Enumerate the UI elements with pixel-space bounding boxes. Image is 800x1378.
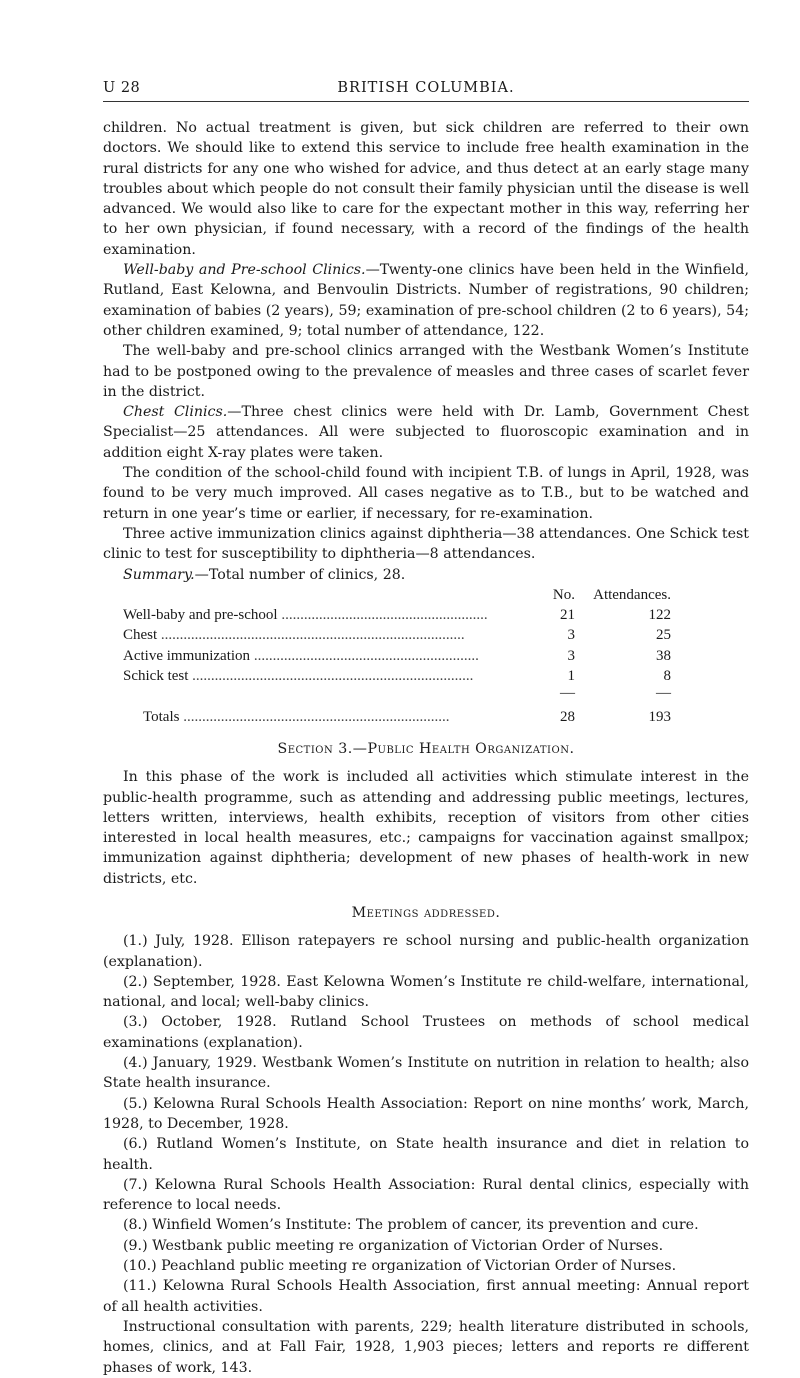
running-title: BRITISH COLUMBIA. — [337, 80, 515, 96]
totals-attendances: 193 — [648, 708, 671, 725]
list-item: (7.) Kelowna Rural Schools Health Association: Rural dental clinics, especially with reference to local needs. — [103, 1176, 749, 1214]
subsection-heading: Meetings addressed. — [351, 904, 501, 921]
list-item: (6.) Rutland Women’s Institute, on State health insurance and diet in relation to health. — [103, 1136, 749, 1173]
table-row: Schick test ........................................................................... 1 8 — [123, 666, 671, 686]
row-attendances: 8 — [663, 668, 671, 685]
col-header-no: No. — [552, 586, 575, 603]
row-no: 1 — [567, 668, 575, 685]
paragraph: Instructional consultation with parents, 229; health literature distributed in schools, homes, clinics, and at Fall Fair, 1928, 1,903 pieces; letters and reports re different phases of work, 143. — [103, 1318, 749, 1376]
paragraph: children. No actual treatment is given, but sick children are referred to their own doctors. We should like to extend this service to include free health examination in the rural districts for any one who wished for advice, and thus detect at an early stage many troubles about which people do not consult their family physician until the disease is well advanced. We would also like to care for the expectant mother in this way, referring her to her own physician, if found necessary, with a record of the findings of the health examination. — [103, 120, 749, 258]
list-item: (4.) January, 1929. Westbank Women’s Institute on nutrition in relation to health; also State health insurance. — [103, 1055, 749, 1092]
list-item: (1.) July, 1928. Ellison ratepayers re school nursing and public-health organization (explanation). — [103, 933, 749, 970]
dash-mark: — — [656, 685, 671, 702]
paragraph — [103, 402, 749, 463]
paragraph — [103, 260, 749, 341]
totals-no: 28 — [560, 708, 575, 725]
run-in-heading: Chest Clinics. — [123, 404, 228, 421]
paragraph: The condition of the school-child found with incipient T.B. of lungs in April, 1928, was found to be very much improved. All cases negative as to T.B., but to be watched and return in one year’s time or earlier, if necessary, for re-examination. — [103, 465, 749, 522]
list-item: (11.) Kelowna Rural Schools Health Association, first annual meeting: Annual report of all health activities. — [103, 1278, 749, 1315]
row-label: Active immunization — [123, 647, 251, 664]
row-no: 21 — [560, 607, 575, 624]
summary-table — [123, 585, 671, 727]
table-row: Well-baby and pre-school ....................................................... 21 122 — [123, 605, 671, 625]
list-item: (5.) Kelowna Rural Schools Health Association: Report on nine months’ work, March, 1928, to December, 1928. — [103, 1095, 749, 1132]
row-label: Schick test — [123, 668, 189, 685]
row-label: Well-baby and pre-school — [123, 607, 278, 624]
section-heading: Section 3.—Public Health Organization. — [277, 740, 575, 757]
row-no: 3 — [567, 647, 575, 664]
run-in-heading: Summary. — [123, 566, 195, 583]
paragraph: The well-baby and pre-school clinics arranged with the Westbank Women’s Institute had to be postponed owing to the prevalence of measles and three cases of scarlet fever in the district. — [103, 343, 749, 400]
list-item: (3.) October, 1928. Rutland School Trustees on methods of school medical examinations (explanation). — [103, 1014, 749, 1051]
table-totals-row: Totals ....................................................................... 28 193 — [123, 707, 671, 727]
table-row: Chest ................................................................................. 3 25 — [123, 625, 671, 645]
col-header-attendances: Attendances. — [593, 586, 671, 603]
table-row: Active immunization ............................................................ 3 38 — [123, 646, 671, 666]
paragraph — [103, 565, 749, 585]
totals-label: Totals — [143, 708, 180, 725]
paragraph-text: —Three chest clinics were held with Dr. Lamb, Government Chest Specialist—25 attendances. All were subjected to fluoroscopic examination and in addition eight X-ray plates were taken. — [103, 404, 749, 461]
list-item: (9.) Westbank public meeting re organization of Victorian Order of Nurses. — [123, 1237, 664, 1254]
dash-mark: — — [560, 685, 575, 702]
row-attendances: 25 — [656, 627, 671, 644]
page-number: U 28 — [103, 80, 141, 96]
table-rule-row — [123, 686, 671, 706]
row-attendances: 38 — [656, 647, 671, 664]
document-page — [103, 0, 749, 1376]
body-text — [103, 118, 749, 1378]
paragraph: In this phase of the work is included all activities which stimulate interest in the public-health programme, such as attending and addressing public meetings, lectures, letters written, interviews, health exhibits, reception of visitors from other cities interested in local health measures, etc.; campaigns for vaccination against smallpox; immunization against diphtheria; development of new phases of health-work in new districts, etc. — [103, 769, 749, 887]
paragraph: Three active immunization clinics against diphtheria—38 attendances. One Schick test clinic to test for susceptibility to diphtheria—8 attendances. — [103, 525, 749, 563]
list-item: (10.) Peachland public meeting re organization of Victorian Order of Nurses. — [123, 1258, 677, 1275]
run-in-heading: Well-baby and Pre-school Clinics. — [123, 262, 366, 279]
paragraph-text: —Twenty-one clinics have been held in the Winfield, Rutland, East Kelowna, and Benvoulin Districts. Number of registrations, 90 children; examination of babies (2 years), 59; examination of pre-school children (2 to 6 years), 54; other children examined, 9; total number of attendance, 122. — [103, 262, 749, 339]
row-label: Chest — [123, 627, 158, 644]
table-header-row — [123, 585, 671, 605]
row-attendances: 122 — [648, 607, 671, 624]
paragraph-text: —Total number of clinics, 28. — [194, 566, 406, 583]
page-header — [103, 0, 749, 102]
list-item: (2.) September, 1928. East Kelowna Women’s Institute re child-welfare, international, national, and local; well-baby clinics. — [103, 973, 749, 1011]
row-no: 3 — [567, 627, 575, 644]
list-item: (8.) Winfield Women’s Institute: The problem of cancer, its prevention and cure. — [123, 1217, 699, 1234]
header-rule — [103, 101, 749, 102]
